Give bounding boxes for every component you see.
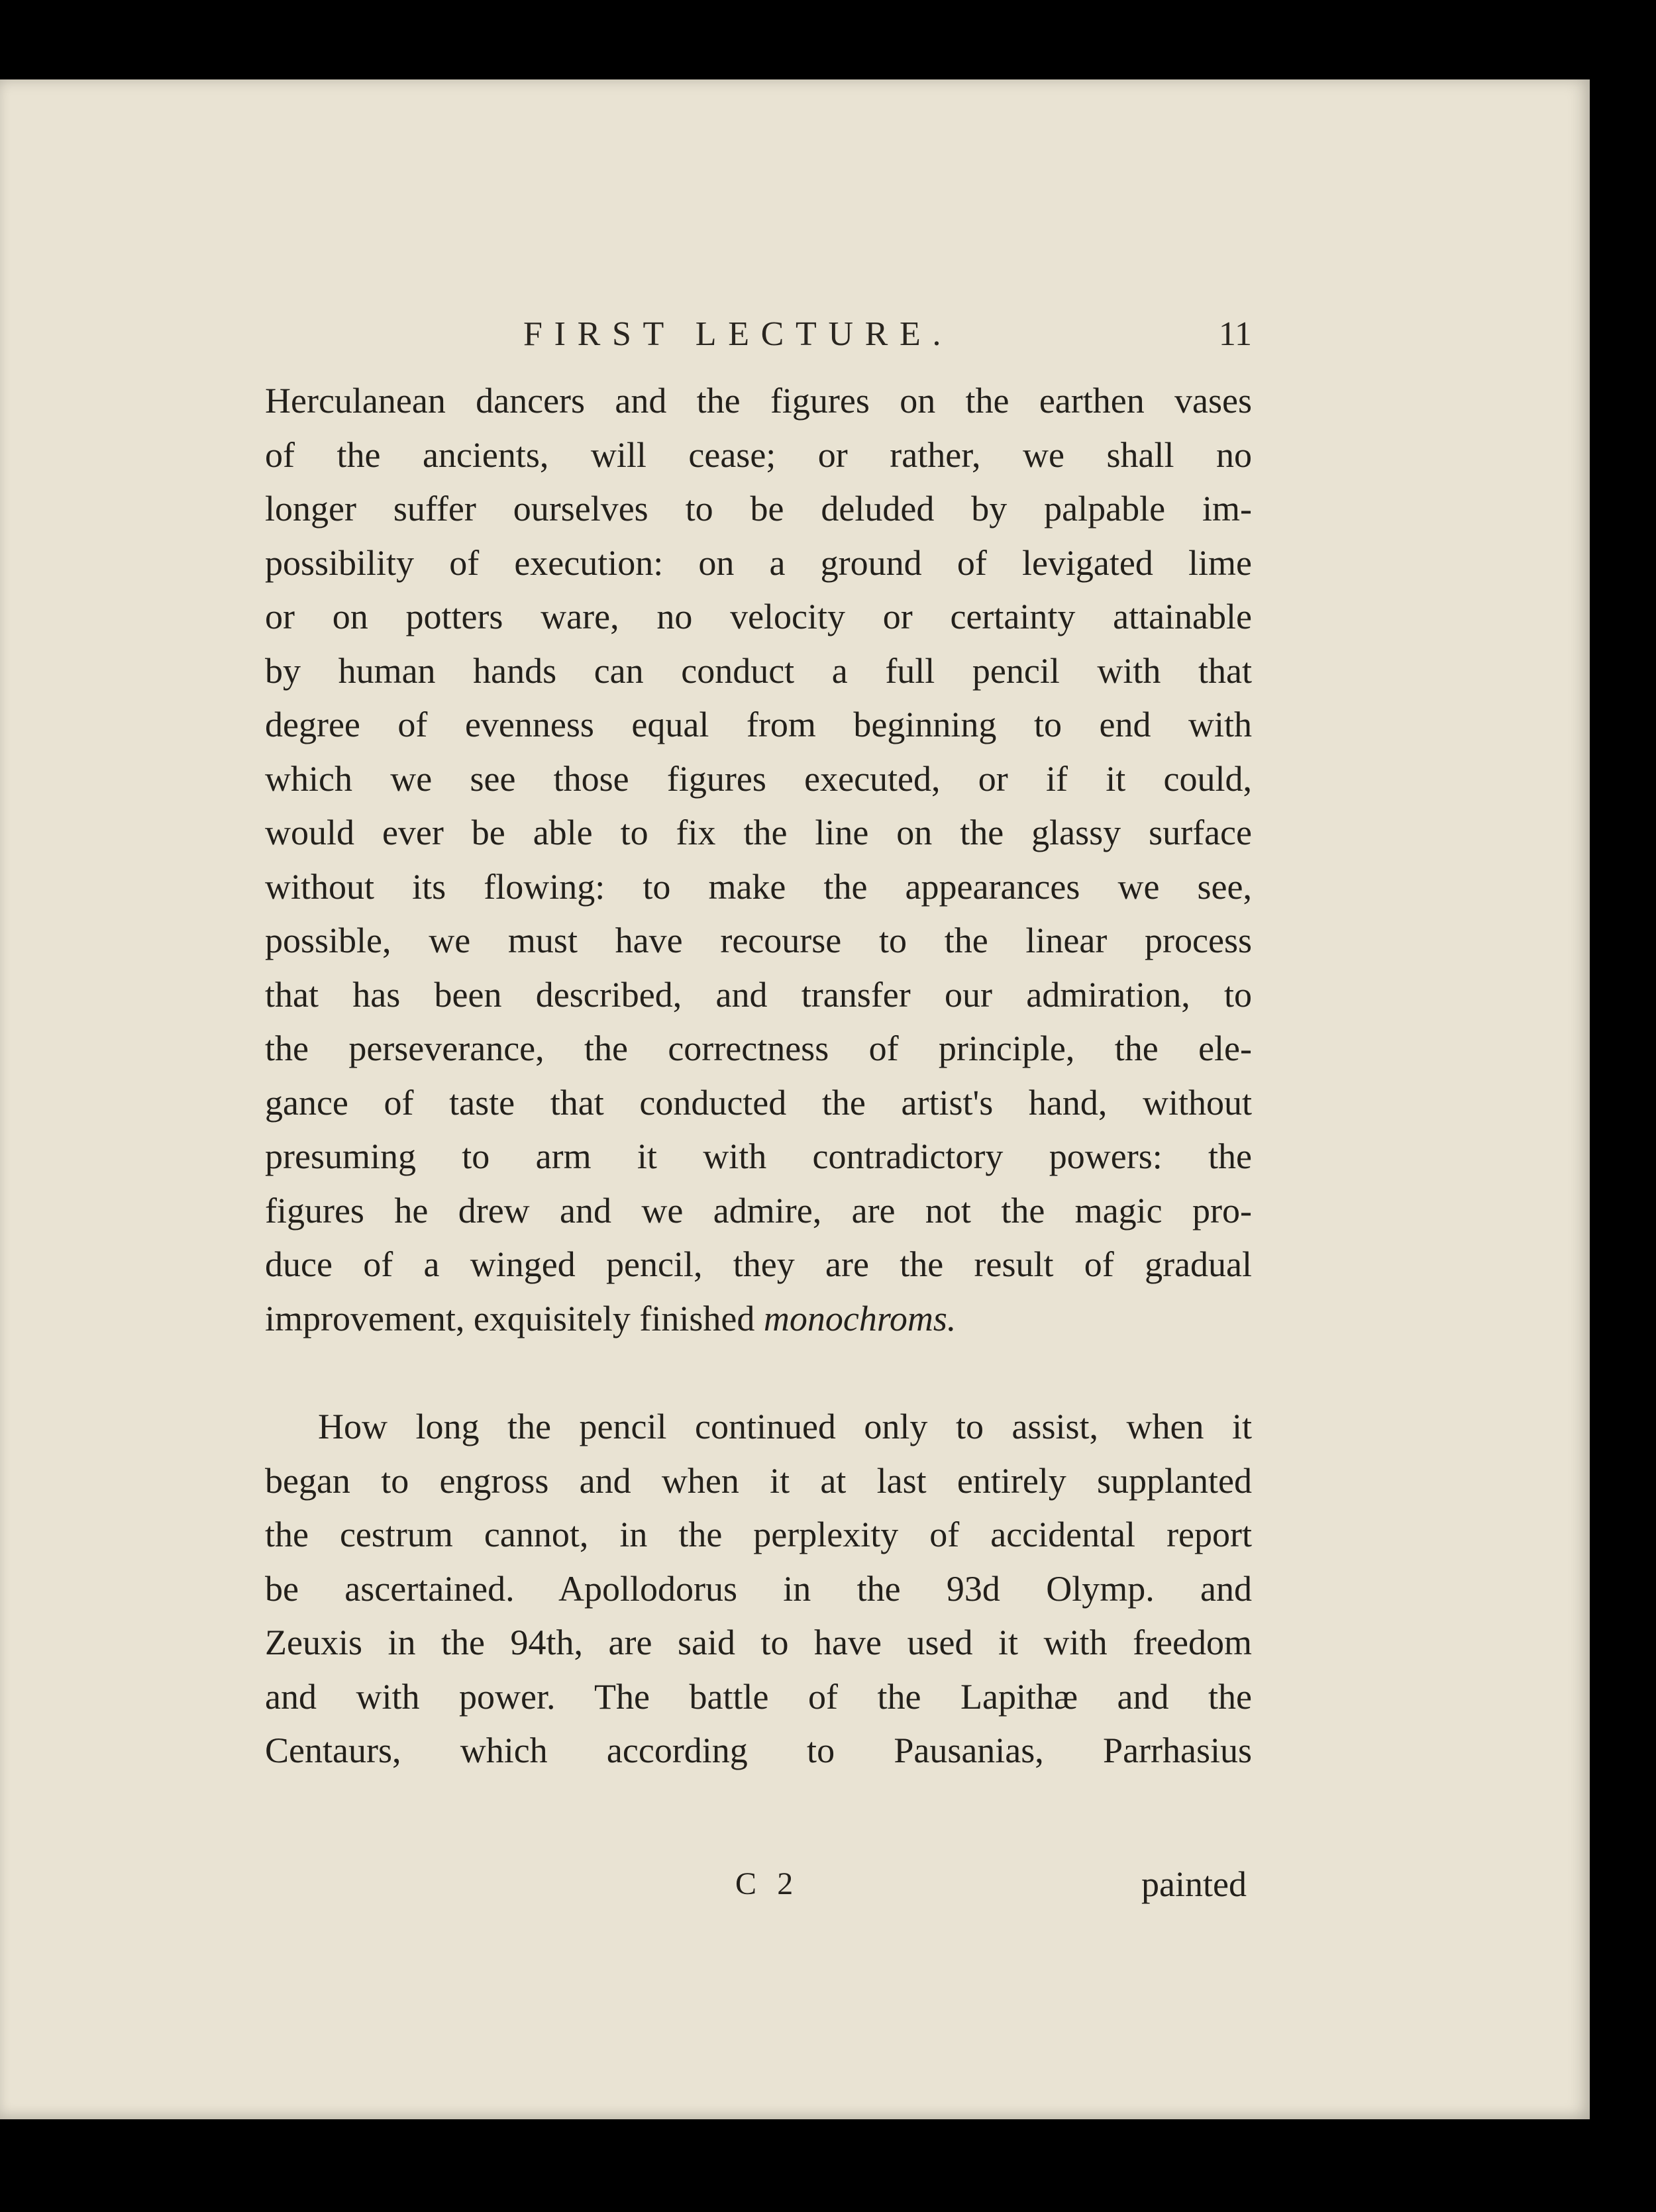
text-line: would ever be able to fix the line on the glassy surface <box>265 813 1252 852</box>
page-footer <box>265 1854 1252 1914</box>
text-line: which we see those figures executed, or if it could, <box>265 758 1252 799</box>
text-line: Herculanean dancers and the figures on the earthen vases <box>265 381 1252 421</box>
text-line: or on potters ware, no velocity or certainty attainable <box>265 597 1252 636</box>
italic-word: monochroms. <box>763 1298 957 1338</box>
text-line: of the ancients, will cease; or rather, we shall no <box>265 434 1252 475</box>
text-line: the perseverance, the correctness of principle, the ele- <box>265 1029 1252 1068</box>
text-line: possible, we must have recourse to the linear process <box>265 921 1252 960</box>
text-line: duce of a winged pencil, they are the result of gradual <box>265 1244 1252 1284</box>
text-line: the cestrum cannot, in the perplexity of accidental report <box>265 1515 1252 1554</box>
running-title: FIRST LECTURE. <box>523 315 953 353</box>
text-line: longer suffer ourselves to be deluded by palpable im- <box>265 489 1252 528</box>
page-number: 11 <box>1218 315 1252 353</box>
text-line: by human hands can conduct a full pencil with that <box>265 650 1252 691</box>
text-line: figures he drew and we admire, are not the magic pro- <box>265 1190 1252 1231</box>
text-line: possibility of execution: on a ground of levigated lime <box>265 542 1252 583</box>
text-line: Centaurs, which according to Pausanias, Parrhasius <box>265 1731 1252 1770</box>
text-line: How long the pencil continued only to assist, when it <box>318 1407 1252 1446</box>
text-line-final <box>265 1292 1252 1346</box>
text-line: be ascertained. Apollodorus in the 93d Olymp. and <box>265 1568 1252 1609</box>
text-line: degree of evenness equal from beginning to end with <box>265 705 1252 744</box>
text-line: Zeuxis in the 94th, are said to have used it with freedom <box>265 1623 1252 1662</box>
text-line: that has been described, and transfer our admiration, to <box>265 974 1252 1015</box>
text-line-final-roman: improvement, exquisitely finished <box>265 1298 755 1338</box>
paragraph-1 <box>265 374 1252 1346</box>
paragraph-gap <box>265 1346 1252 1400</box>
signature-mark: C 2 <box>735 1866 800 1901</box>
book-page <box>0 79 1590 2119</box>
paragraph-2 <box>265 1400 1252 1778</box>
text-line: presuming to arm it with contradictory powers: the <box>265 1136 1252 1176</box>
text-line: and with power. The battle of the Lapithæ and the <box>265 1676 1252 1717</box>
text-line: without its flowing: to make the appearances we see, <box>265 866 1252 907</box>
body-text <box>265 374 1252 1778</box>
catchword: painted <box>1141 1864 1247 1904</box>
page-header <box>265 305 1259 364</box>
text-line: gance of taste that conducted the artist's hand, without <box>265 1082 1252 1123</box>
text-line: began to engross and when it at last entirely supplanted <box>265 1460 1252 1501</box>
